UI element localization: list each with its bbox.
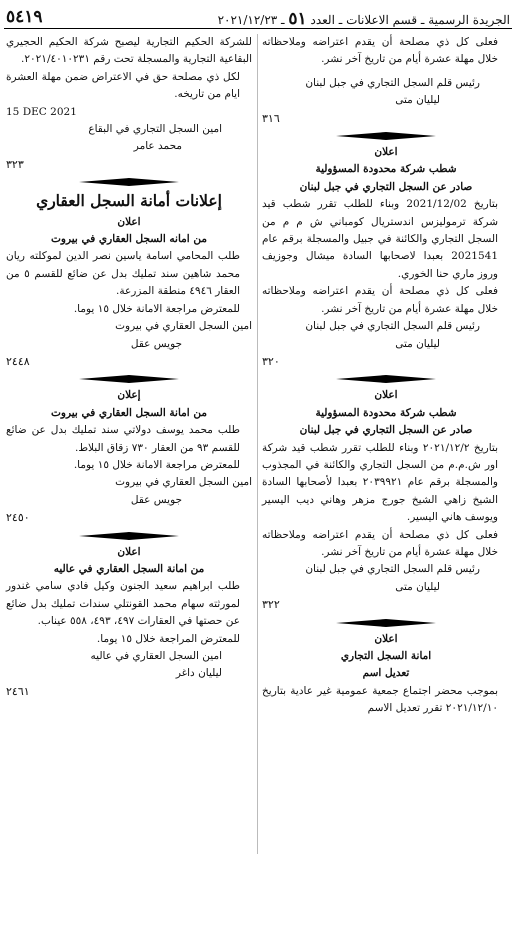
issue-number: ٥١ — [288, 9, 307, 29]
issue-date: ـ ٢٠٢١/١٢/٢٣ — [217, 13, 285, 27]
signature-title: امين السجل التجاري في البقاع — [88, 123, 222, 136]
notice-heading: اعلان — [374, 632, 398, 645]
notice-heading: اعلان — [374, 389, 398, 402]
signature-title: رئيس قلم السجل التجاري في جبل لبنان — [305, 76, 480, 89]
notice-objection: فعلى كل ذي مصلحة أن يقدم اعتراضه وملاحظاته خلال مهلة عشرة أيام من تاريخ آخر نشر. — [262, 285, 498, 315]
notice-body: طلب ابراهيم سعيد الجنون وكيل فادي سامي غندور لمورثته سهام محمد القونتلي سندات تمليك بدل ضائع عن حصتها في العقارات ٤٩٧، ٤٩٣، ٥٥٨ عيناب. — [6, 580, 240, 628]
signature-name: ليليان متى — [395, 337, 440, 350]
notice-heading: اعلان — [117, 215, 141, 228]
separator-icon — [336, 619, 436, 627]
separator-icon — [336, 375, 436, 383]
signature-name: جويس عقل — [130, 337, 182, 350]
notice-title: شطب شركة محدودة المسؤولية — [315, 406, 457, 419]
notice-objection: للمعترض مراجعة الامانة خلال ١٥ يوما. — [73, 302, 240, 315]
separator-icon — [79, 178, 179, 186]
signature-name: ليليان داغر — [175, 667, 222, 680]
notice-title: من امانة السجل العقاري في بيروت — [51, 406, 207, 419]
notice-heading: اعلان — [117, 545, 141, 558]
section-title: إعلانات أمانة السجل العقاري — [36, 191, 222, 211]
left-column — [6, 34, 252, 700]
notice-ref: ٣٢٣ — [6, 157, 24, 171]
notice-objection: للمعترض مراجعة الامانة خلال ١٥ يوما. — [73, 458, 240, 471]
page-number: ٥٤١٩ — [6, 7, 43, 27]
continuation-objection: لكل ذي مصلحة حق في الاعتراض ضمن مهلة العشرة ايام من تاريخه. — [6, 70, 240, 101]
notice-ref: ٣٢٢ — [262, 598, 280, 612]
notice-title: امانة السجل التجاري — [340, 650, 432, 662]
signature-name: محمد عامر — [133, 140, 182, 153]
signature-title: امين السجل العقاري في بيروت — [115, 476, 252, 489]
signature-title: رئيس قلم السجل التجاري في جبل لبنان — [305, 563, 480, 576]
notice-ref: ٢٤٤٨ — [6, 354, 30, 368]
signature-title: امين السجل العقاري في عاليه — [90, 650, 222, 662]
separator-icon — [336, 132, 436, 140]
notice-title: من امانة السجل العقاري في عاليه — [53, 562, 205, 575]
notice-body: بموجب محضر اجتماع جمعية عمومية غير عادية بتاريخ ٢٠٢١/١٢/١٠ تقرر تعديل الاسم — [262, 684, 498, 715]
notice-body: طلب المحامي اسامة ياسين نصر الدين لموكلته ريان محمد شاهين سند تمليك بدل عن ضائع للقسم ٥ من العقار ٤٩٤٦ منطقة المزرعة. — [6, 250, 240, 298]
notice-body: طلب محمد يوسف دولاتي سند تمليك بدل عن ضائع للقسم ٩٣ من العقار ٧٣٠ زقاق البلاط. — [6, 424, 240, 454]
separator-icon — [79, 532, 179, 540]
notice-subtitle: صادر عن السجل التجاري في جبل لبنان — [299, 424, 473, 437]
signature-name: جويس عقل — [130, 493, 182, 506]
notice-body: بتاريخ 2021/12/02 وبناء للطلب تقرر شطب قيد شركة ترموليزس اندستريال كومباني ش م م من السجل التجاري والكائنة في جبيل والمسجلة برقم عام 2021541 بعبدا لاصحابها السادة ميشال وجوزيف وروز ماري حنا الخوري. — [262, 198, 498, 280]
notice-objection: للمعترض المراجعة خلال ١٥ يوما. — [96, 632, 240, 645]
notice-body: بتاريخ ٢٠٢١/١٢/٢ وبناء للطلب تقرر شطب قيد شركة اور ش.م.م من السجل التجاري والكائنة في المجذوب والمسجلة برقم عام ٢٠٣٩٩٢١ بعبدا لأصحابها السادة الشيخ زاهي الشيخ جورج مزهر وهاني ديب اليسير ويوسف هاني اليسير. — [262, 441, 498, 524]
column-divider — [257, 34, 258, 854]
notice-title: شطب شركة محدودة المسؤولية — [315, 163, 457, 176]
continuation-text: فعلى كل ذي مصلحة أن يقدم اعتراضه وملاحظاته خلال مهلة عشرة أيام من تاريخ آخر نشر. — [262, 36, 498, 66]
notice-heading: اعلان — [374, 146, 398, 159]
signature-title: رئيس قلم السجل التجاري في جبل لبنان — [305, 320, 480, 333]
notice-subtitle: تعديل اسم — [362, 667, 410, 680]
notice-ref: ٣١٦ — [262, 111, 280, 125]
signature-name: ليليان متى — [395, 580, 440, 593]
continuation-text: للشركة الحكيم التجارية ليصبح شركة الحكيم الحجيري البقاعية التجارية والمسجلة تحت رقم ٢٠٢١/٤٠١٠٢٣١. — [6, 36, 252, 66]
gazette-title: الجريدة الرسمية ـ قسم الاعلانات ـ العدد — [310, 13, 510, 27]
notice-date: 15 DEC 2021 — [6, 105, 77, 118]
notice-ref: ٢٤٥٠ — [6, 511, 30, 525]
page-header — [4, 6, 512, 29]
notice-subtitle: صادر عن السجل التجاري في جبل لبنان — [299, 180, 473, 193]
notice-title: من امانه السجل العقاري في بيروت — [51, 233, 207, 246]
separator-icon — [79, 375, 179, 383]
notice-ref: ٢٤٦١ — [6, 684, 30, 698]
notice-objection: فعلى كل ذي مصلحة أن يقدم اعتراضه وملاحظاته خلال مهلة عشرة أيام من تاريخ آخر نشر. — [262, 528, 498, 558]
notice-ref: ٣٢٠ — [262, 354, 280, 368]
right-column — [262, 34, 510, 718]
gazette-heading — [218, 9, 510, 29]
notice-heading: إعلان — [117, 389, 141, 402]
signature-title: امين السجل العقاري في بيروت — [115, 320, 252, 333]
signature-name: ليليان متى — [395, 94, 440, 107]
